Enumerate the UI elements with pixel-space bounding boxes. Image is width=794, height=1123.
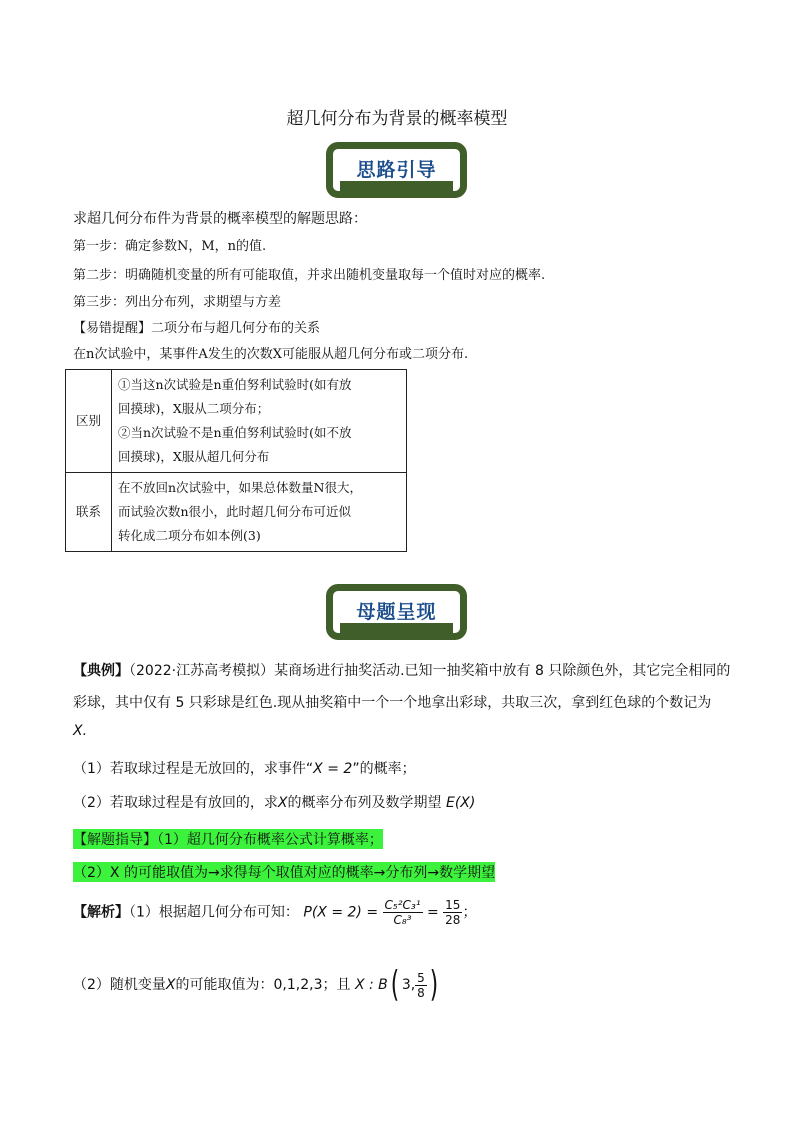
section-badge-problem [326, 584, 467, 640]
table-row [66, 370, 407, 473]
guide-line-1: 【解题指导】（1）超几何分布概率公式计算概率； [73, 829, 383, 849]
example-label: 【典例】 [73, 663, 129, 679]
frac-num: C₅²C₃¹ [384, 898, 421, 912]
example-line-3: X. [73, 723, 88, 739]
cell-line: 转化成二项分布如本例(3) [118, 528, 261, 543]
q2-text: （2）若取球过程是有放回的，求 [73, 795, 278, 811]
sol1-eq: = [426, 904, 439, 921]
sol1-fraction [383, 898, 423, 927]
cell-line: 而试验次数n很小，此时超几何分布可近似 [118, 504, 352, 519]
frac-num: 15 [445, 898, 461, 912]
sol1-lhs: P(X = 2) = [303, 904, 379, 921]
badge-label: 母题呈现 [356, 601, 437, 623]
sol1-text: （1）根据超几何分布可知： [129, 904, 299, 921]
section-badge-thinking [326, 142, 467, 198]
example-text: 某商场进行抽奖活动.已知一抽奖箱中放有 8 只除颜色外，其它完全相同的 [274, 663, 731, 679]
table-row [66, 473, 407, 552]
step-2: 第二步：明确随机变量的所有可能取值，并求出随机变量取每一个值时对应的概率. [73, 268, 546, 283]
sol2-text: （2）随机变量 [73, 977, 166, 993]
frac-den: 28 [445, 913, 461, 927]
solution-part-1 [73, 898, 476, 927]
sol2-fraction [415, 971, 427, 1000]
sol2-n: 3, [401, 977, 416, 993]
solution-part-2: （2）随机变量X的可能取值为：0,1,2,3；且 X : B( 3, $\frac{5}{8}$ ) [73, 964, 439, 1005]
sol2-text-and: ；且 [322, 977, 351, 993]
guide-line-2: （2）X 的可能取值为→求得每个取值对应的概率→分布列→数学期望 [73, 862, 495, 882]
step-3: 第三步：列出分布列，求期望与方差 [73, 295, 282, 310]
intro-heading: 求超几何分布件为背景的概率模型的解题思路： [73, 211, 367, 227]
q1-text-end: ”的概率； [352, 761, 416, 777]
frac-den: C₈³ [393, 913, 412, 927]
q1-text: （1）若取球过程是无放回的，求事件“ [73, 761, 314, 777]
cell-line: 在不放回n次试验中，如果总体数量N很大， [118, 480, 362, 495]
cell-line: ②当n次试验不是n重伯努利试验时(如不放 [118, 425, 352, 440]
solution-label: 【解析】 [73, 904, 129, 921]
badge-label: 思路引导 [356, 159, 437, 181]
row-body [112, 370, 407, 473]
row-body [112, 473, 407, 552]
frac-num: 5 [417, 970, 425, 985]
row-head: 区别 [66, 370, 112, 473]
q1-math: X = 2 [313, 761, 353, 777]
sol1-end: ； [462, 904, 477, 921]
q2-var: X [277, 795, 288, 811]
page-title: 超几何分布为背景的概率模型 [286, 109, 508, 129]
q2-text-mid: 的概率分布列及数学期望 [287, 795, 442, 811]
sol2-values: 0,1,2,3 [273, 977, 323, 993]
sol2-var: X [165, 977, 176, 993]
question-2 [73, 792, 475, 812]
tip-heading: 【易错提醒】二项分布与超几何分布的关系 [73, 321, 321, 336]
cell-line: ①当这n次试验是n重伯努利试验时(如有放 [118, 377, 352, 392]
example-source: （2022·江苏高考模拟） [129, 663, 275, 679]
comparison-table [65, 369, 407, 552]
step-1: 第一步：确定参数N，M，n的值. [73, 239, 267, 254]
sol2-text-mid: 的可能取值为： [175, 977, 274, 993]
example-line-2: 彩球，其中仅有 5 只彩球是红色.现从抽奖箱中一个一个地拿出彩球，共取三次，拿到红色球的个数记为 [73, 695, 712, 711]
sol2-dist: X : B [354, 977, 388, 993]
cell-line: 回摸球)，X服从超几何分布 [118, 449, 270, 464]
question-1 [73, 758, 416, 778]
tip-line: 在n次试验中，某事件A发生的次数X可能服从超几何分布或二项分布. [73, 347, 469, 362]
example-line-1 [73, 660, 730, 680]
sol1-result [443, 898, 462, 927]
q2-math: E(X) [445, 795, 476, 811]
row-head: 联系 [66, 473, 112, 552]
cell-line: 回摸球)，X服从二项分布； [118, 401, 270, 416]
frac-den: 8 [417, 985, 425, 1000]
